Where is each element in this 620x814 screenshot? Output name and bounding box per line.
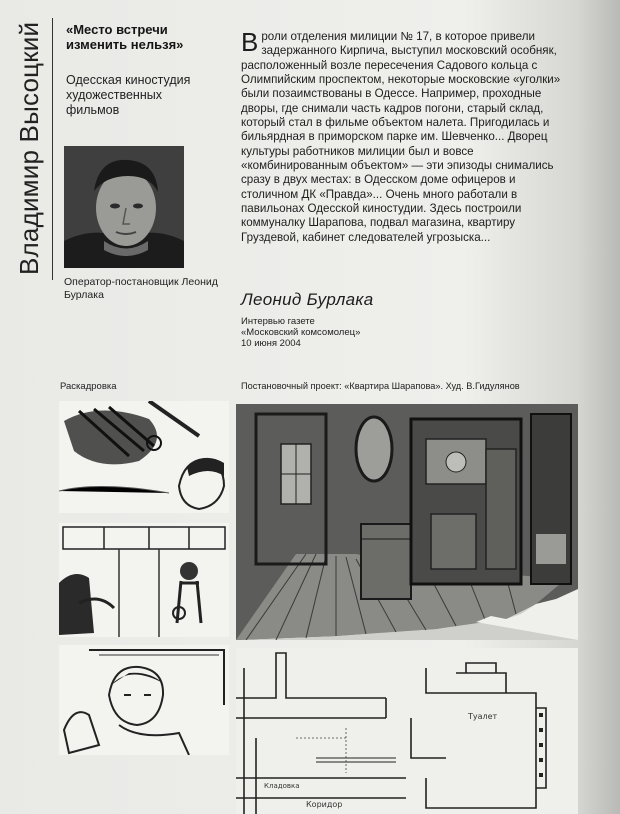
source-line-3: 10 июня 2004	[241, 338, 301, 349]
storyboard-label: Раскадровка	[60, 381, 117, 392]
portrait-photo	[64, 146, 184, 268]
plan-label-kitchen: Кладовка	[264, 782, 300, 790]
author-vertical-title: Владимир Высоцкий	[14, 21, 44, 275]
quote-signature: Леонид Бурлака	[241, 290, 374, 309]
quote-dropcap: В	[241, 27, 259, 57]
film-title: «Место встречи изменить нельзя»	[66, 22, 184, 52]
project-label: Постановочный проект: «Квартира Шарапова». Худ. В.Гидулянов	[241, 381, 520, 391]
source-line-2: «Московский комсомолец»	[241, 327, 361, 338]
studio-name: Одесская киностудия художественных фильмов	[66, 73, 191, 117]
vertical-divider	[52, 18, 53, 280]
quote-source	[241, 316, 441, 349]
interview-quote	[241, 27, 571, 245]
storyboard-frame-2	[59, 523, 229, 637]
quote-text: роли отделения милиции № 17, в которое привели задержанного Кирпича, выступил московский особняк, расположенный возле пересечения Садового кольца с Олимпийским проспектом, некоторые московские «уголки» были позаимствованы в Одессе. Например, проходные дворы, где снимали часть кадров погони, старый склад, который стал в фильме объектом налета. Пригодилась и бильярдная в приморском парке им. Шевченко... Дворец культуры работников милиции был и вовсе «комбинированным объектом» — эти эпизоды снимались сразу в двух местах: в Одесском доме офицеров и столичном ДК «Правда»... Очень много работали в павильонах Одесской киностудии. Здесь построили коммуналку Шарапова, подвал магазина, квартиру Груздевой, кабинет следователей угрозыска...	[241, 30, 561, 244]
plan-label-room: Туалет	[468, 712, 498, 721]
source-line-1: Интервью газете	[241, 316, 315, 327]
plan-label-corridor: Коридор	[306, 800, 343, 809]
set-design-sketch	[236, 404, 578, 640]
storyboard-frame-3	[59, 645, 229, 755]
storyboard-frame-1	[59, 401, 229, 513]
portrait-caption: Оператор-постановщик Леонид Бурлака	[64, 276, 218, 301]
floor-plan	[236, 648, 578, 814]
